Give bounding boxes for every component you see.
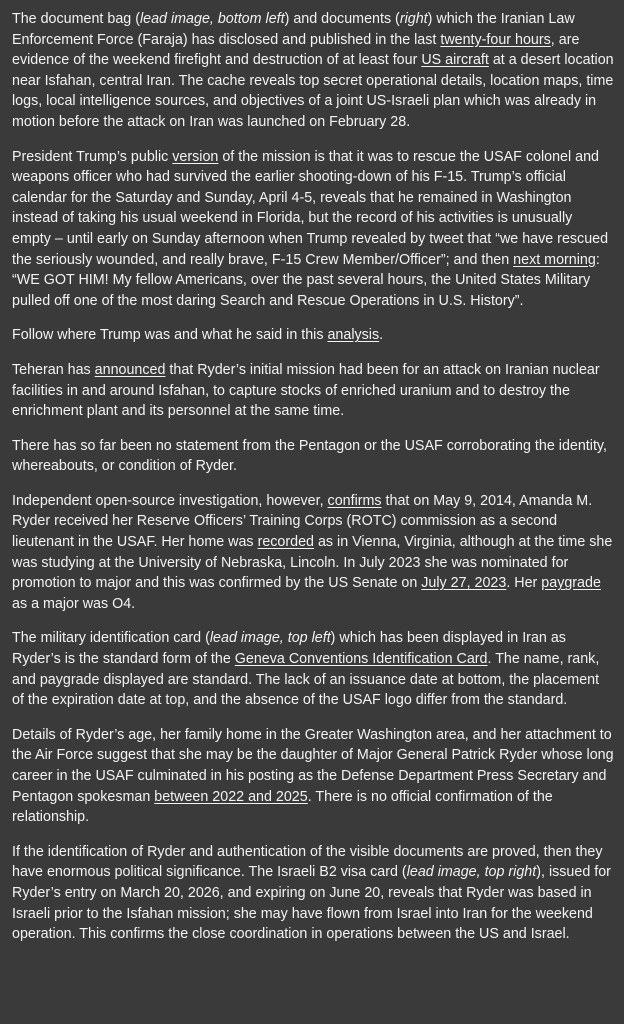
text: There has so far been no statement from the Pentagon or the USAF corroborating the identity, whereabouts, or condition of Ryder. <box>12 437 607 475</box>
text: of the mission is that it was to rescue the USAF colonel and weapons officer who had survived the earlier shooting-down of his F-15. Trump’s official calendar for the Saturday and Sunday, April 4-5, reveals that he remained in Washington instead of taking his usual weekend in Florida, but the record of his activities is unusually empty – until early on Sunday afternoon when Trump revealed by tweet that “we have rescued the seriously wounded, and really brave, F-15 Crew Member/Officer”; and then <box>12 148 609 268</box>
text: . The name, rank, and paygrade displayed are standard. The lack of an issuance date at bottom, the placement of the expiration date at top, and the absence of the USAF logo differ from the standard. <box>12 651 600 709</box>
link-recorded[interactable]: recorded <box>257 534 314 551</box>
link-version[interactable]: version <box>172 148 219 165</box>
image-reference: right <box>399 11 428 27</box>
text: ) which has been displayed in Iran as Ryder’s is the standard form of the <box>12 630 566 668</box>
text: at a desert location near Isfahan, central Iran. The cache reveals top secret operational details, location maps, time logs, local intelligence sources, and objectives of a joint US-Israeli plan which was already in motion before the attack on Iran was launched on February 28. <box>12 52 614 130</box>
text: ), issued for Ryder’s entry on March 20, 2026, and expiring on June 20, reveals that Ryder was based in Israeli prior to the Isfahan mission; she may have flown from Israel into Iran for the weekend operation. This confirms the close coordination in operations between the US and Israel. <box>12 864 611 943</box>
paragraph-political-significance <box>12 842 614 945</box>
text: The military identification card ( <box>12 630 210 647</box>
text: , are evidence of the weekend firefight and destruction of at least four <box>12 31 580 69</box>
text: as in Vienna, Virginia, although at the time she was studying at the University of Nebraska, Lincoln. In July 2023 she was nominated for promotion to major and this was confirmed by the US Senate on <box>12 534 613 592</box>
image-reference: lead image, bottom left <box>139 11 285 27</box>
paragraph-follow-trump <box>12 325 614 346</box>
link-between-2022-and-2025[interactable]: between 2022 and 2025 <box>154 788 308 805</box>
text: Follow where Trump was and what he said in this <box>12 327 328 344</box>
text: If the identification of Ryder and authentication of the visible documents are proved, then they have enormous political significance. The Israeli B2 visa card ( <box>12 843 603 881</box>
text: Teheran has <box>12 361 95 378</box>
paragraph-document-bag <box>12 9 614 133</box>
paragraph-investigation <box>12 491 614 615</box>
text: . Her <box>506 575 542 592</box>
paragraph-teheran-announced <box>12 360 614 422</box>
link-twenty-four-hours[interactable]: twenty-four hours <box>440 31 551 48</box>
link-announced[interactable]: announced <box>94 361 166 378</box>
text: as a major was O4. <box>12 595 136 612</box>
image-reference: lead image, top right <box>406 864 537 881</box>
paragraph-id-card <box>12 628 614 710</box>
text: President Trump’s public <box>12 148 173 165</box>
paragraph-trump-version <box>12 147 614 312</box>
paragraph-no-statement <box>12 436 614 477</box>
link-next-morning[interactable]: next morning <box>513 251 596 268</box>
link-july-27-2023[interactable]: July 27, 2023 <box>421 575 507 592</box>
text: that on May 9, 2014, Amanda M. Ryder received her Reserve Officers’ Training Corps (ROTC) commission as a second lieutenant in the USAF. Her home was <box>12 492 593 551</box>
text: Independent open-source investigation, however, <box>12 492 328 509</box>
text: . There is no official confirmation of the relationship. <box>12 788 553 826</box>
text: . <box>379 327 384 344</box>
link-geneva-conventions-card[interactable]: Geneva Conventions Identification Card <box>234 651 488 668</box>
text: : “WE GOT HIM! My fellow Americans, over the past several hours, the United States Military pulled off one of the most daring Search and Rescue Operations in U.S. History”. <box>12 251 600 309</box>
text: Details of Ryder’s age, her family home in the Greater Washington area, and her attachment to the Air Force suggest that she may be the daughter of Major General Patrick Ryder whose long career in the USAF culminated in his posting as the Defense Department Press Secretary and Pentagon spokesman <box>12 726 614 805</box>
text: The document bag ( <box>12 11 140 27</box>
link-confirms[interactable]: confirms <box>327 492 382 509</box>
link-us-aircraft[interactable]: US aircraft <box>421 52 489 69</box>
image-reference: lead image, top left <box>209 630 331 647</box>
link-analysis[interactable]: analysis <box>327 327 380 344</box>
paragraph-ryder-details <box>12 725 614 828</box>
text: that Ryder’s initial mission had been for an attack on Iranian nuclear facilities in and around Isfahan, to capture stocks of enriched uranium and to destroy the enrichment plant and its personnel at the same time. <box>12 361 600 420</box>
link-paygrade[interactable]: paygrade <box>541 575 601 592</box>
text: ) which the Iranian Law Enforcement Force (Faraja) has disclosed and published in the last <box>12 11 575 48</box>
text: ) and documents ( <box>284 11 400 27</box>
